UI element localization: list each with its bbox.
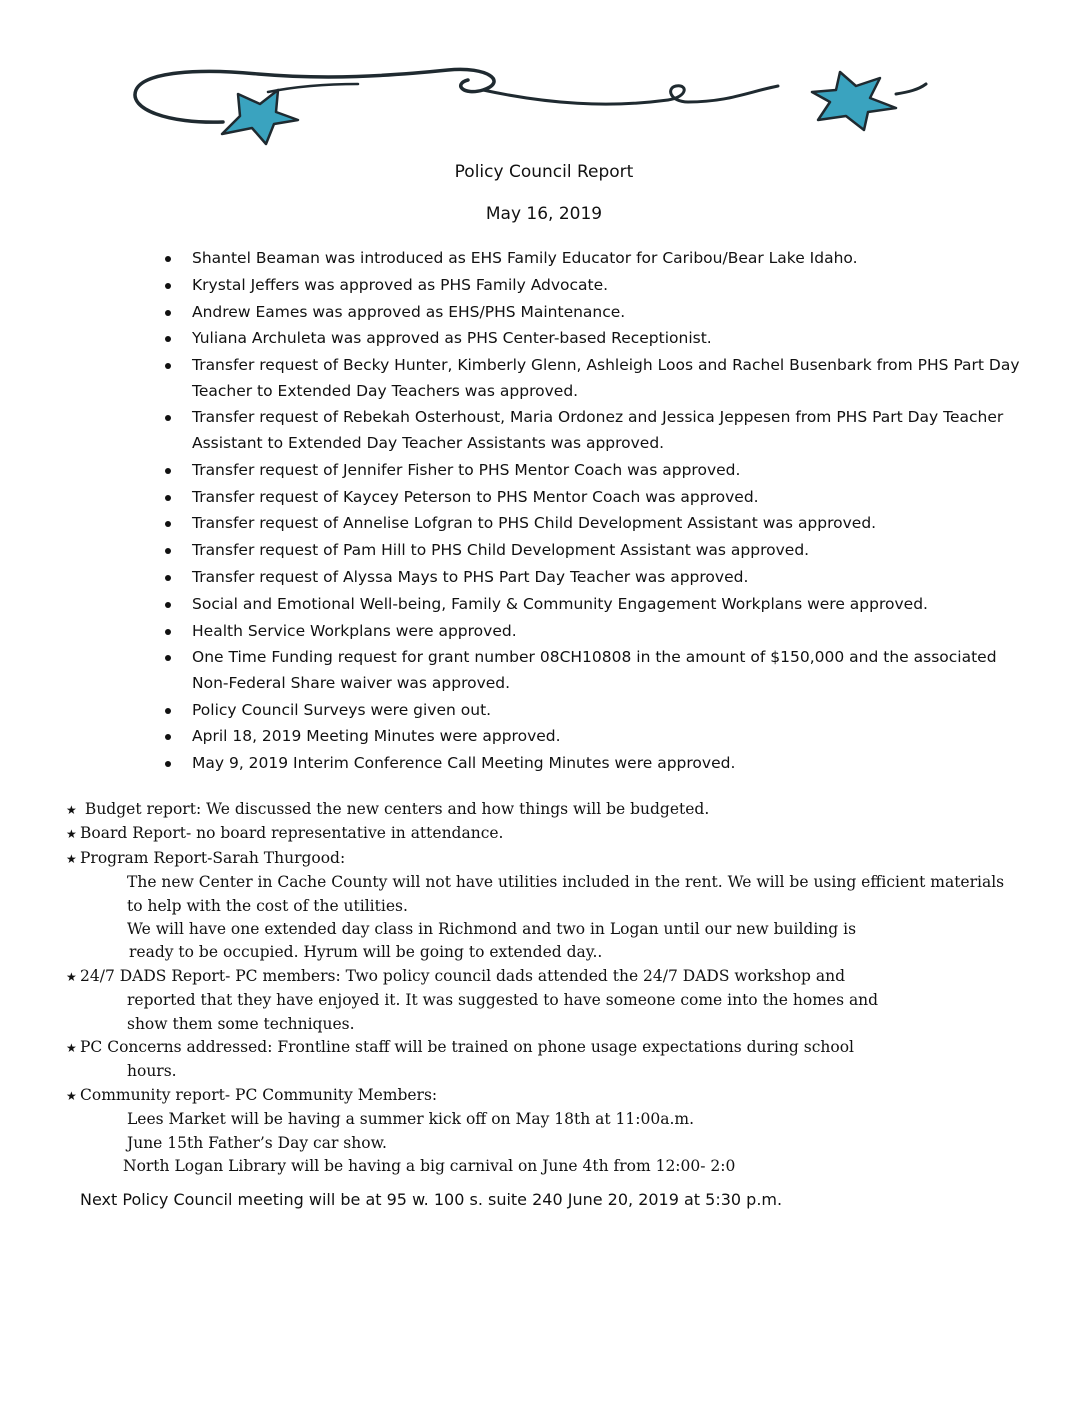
page-title: Policy Council Report (454, 162, 634, 182)
approval-list (165, 246, 1025, 778)
list-item: Social and Emotional Well-being, Family & Community Engagement Workplans were approved. (165, 592, 1025, 618)
star-bullet-icon: ★ (66, 803, 77, 817)
star-bullet-icon: ★ (66, 1088, 77, 1103)
list-item: April 18, 2019 Meeting Minutes were approved. (165, 724, 1025, 750)
star-bullet-icon: ★ (66, 851, 77, 866)
list-item: Transfer request of Kaycey Peterson to PHS Mentor Coach was approved. (165, 485, 1025, 511)
list-item: Transfer request of Rebekah Osterhoust, Maria Ordonez and Jessica Jeppesen from PHS Part Day Teacher Assistant to Extended Day Teacher Assistants was approved. (165, 405, 1025, 456)
dads-report-heading: ★ 24/7 DADS Report- PC members: Two policy council dads attended the 24/7 DADS workshop and (66, 965, 1066, 989)
program-report-heading: ★ Program Report-Sarah Thurgood: (66, 847, 1066, 871)
report-date: May 16, 2019 (485, 204, 603, 224)
community-report-line: North Logan Library will be having a big carnival on June 4th from 12:00- 2:0 (123, 1157, 736, 1176)
dads-report-line: show them some techniques. (127, 1014, 355, 1033)
list-item: Health Service Workplans were approved. (165, 619, 1025, 645)
concerns-line: hours. (127, 1062, 177, 1081)
list-item: May 9, 2019 Interim Conference Call Meeting Minutes were approved. (165, 751, 1025, 777)
board-report: ★ Board Report- no board representative in attendance. (66, 822, 1066, 846)
star-bullet-icon: ★ (66, 827, 77, 842)
list-item: Transfer request of Alyssa Mays to PHS Part Day Teacher was approved. (165, 565, 1025, 591)
list-item: Yuliana Archuleta was approved as PHS Center-based Receptionist. (165, 326, 1025, 352)
program-report-line: We will have one extended day class in Richmond and two in Logan until our new building is (127, 920, 857, 939)
list-item: One Time Funding request for grant number 08CH10808 in the amount of $150,000 and the associated Non-Federal Share waiver was approved. (165, 645, 1025, 696)
concerns-heading: ★ PC Concerns addressed: Frontline staff will be trained on phone usage expectations during school (66, 1036, 1066, 1060)
dads-report-line: reported that they have enjoyed it. It was suggested to have someone come into the homes and (127, 991, 879, 1010)
list-item: Transfer request of Annelise Lofgran to PHS Child Development Assistant was approved. (165, 511, 1025, 537)
list-item: Policy Council Surveys were given out. (165, 698, 1025, 724)
budget-report: ★ Budget report: We discussed the new centers and how things will be budgeted. (66, 798, 1066, 822)
swirl-star-banner-icon (128, 64, 928, 148)
star-bullet-icon: ★ (66, 1041, 77, 1056)
list-item: Transfer request of Pam Hill to PHS Child Development Assistant was approved. (165, 538, 1025, 564)
program-report-line: The new Center in Cache County will not have utilities included in the rent. We will be using efficient materials (127, 873, 1005, 892)
list-item: Krystal Jeffers was approved as PHS Family Advocate. (165, 273, 1025, 299)
list-item: Transfer request of Becky Hunter, Kimberly Glenn, Ashleigh Loos and Rachel Busenbark from PHS Part Day Teacher to Extended Day Teachers was approved. (165, 353, 1025, 404)
program-report-line: ready to be occupied. Hyrum will be going to extended day.. (129, 943, 603, 962)
list-item: Shantel Beaman was introduced as EHS Family Educator for Caribou/Bear Lake Idaho. (165, 246, 1025, 272)
star-bullet-icon: ★ (66, 969, 77, 984)
community-report-line: Lees Market will be having a summer kick off on May 18th at 11:00a.m. (127, 1110, 695, 1129)
list-item: Transfer request of Jennifer Fisher to PHS Mentor Coach was approved. (165, 458, 1025, 484)
community-report-heading: ★ Community report- PC Community Members: (66, 1084, 1066, 1108)
next-meeting-note: Next Policy Council meeting will be at 95 w. 100 s. suite 240 June 20, 2019 at 5:30 p.m. (80, 1190, 783, 1209)
list-item: Andrew Eames was approved as EHS/PHS Maintenance. (165, 300, 1025, 326)
community-report-line: June 15th Father’s Day car show. (127, 1133, 387, 1152)
report-notes (66, 798, 1066, 1179)
program-report-line: to help with the cost of the utilities. (127, 896, 408, 915)
